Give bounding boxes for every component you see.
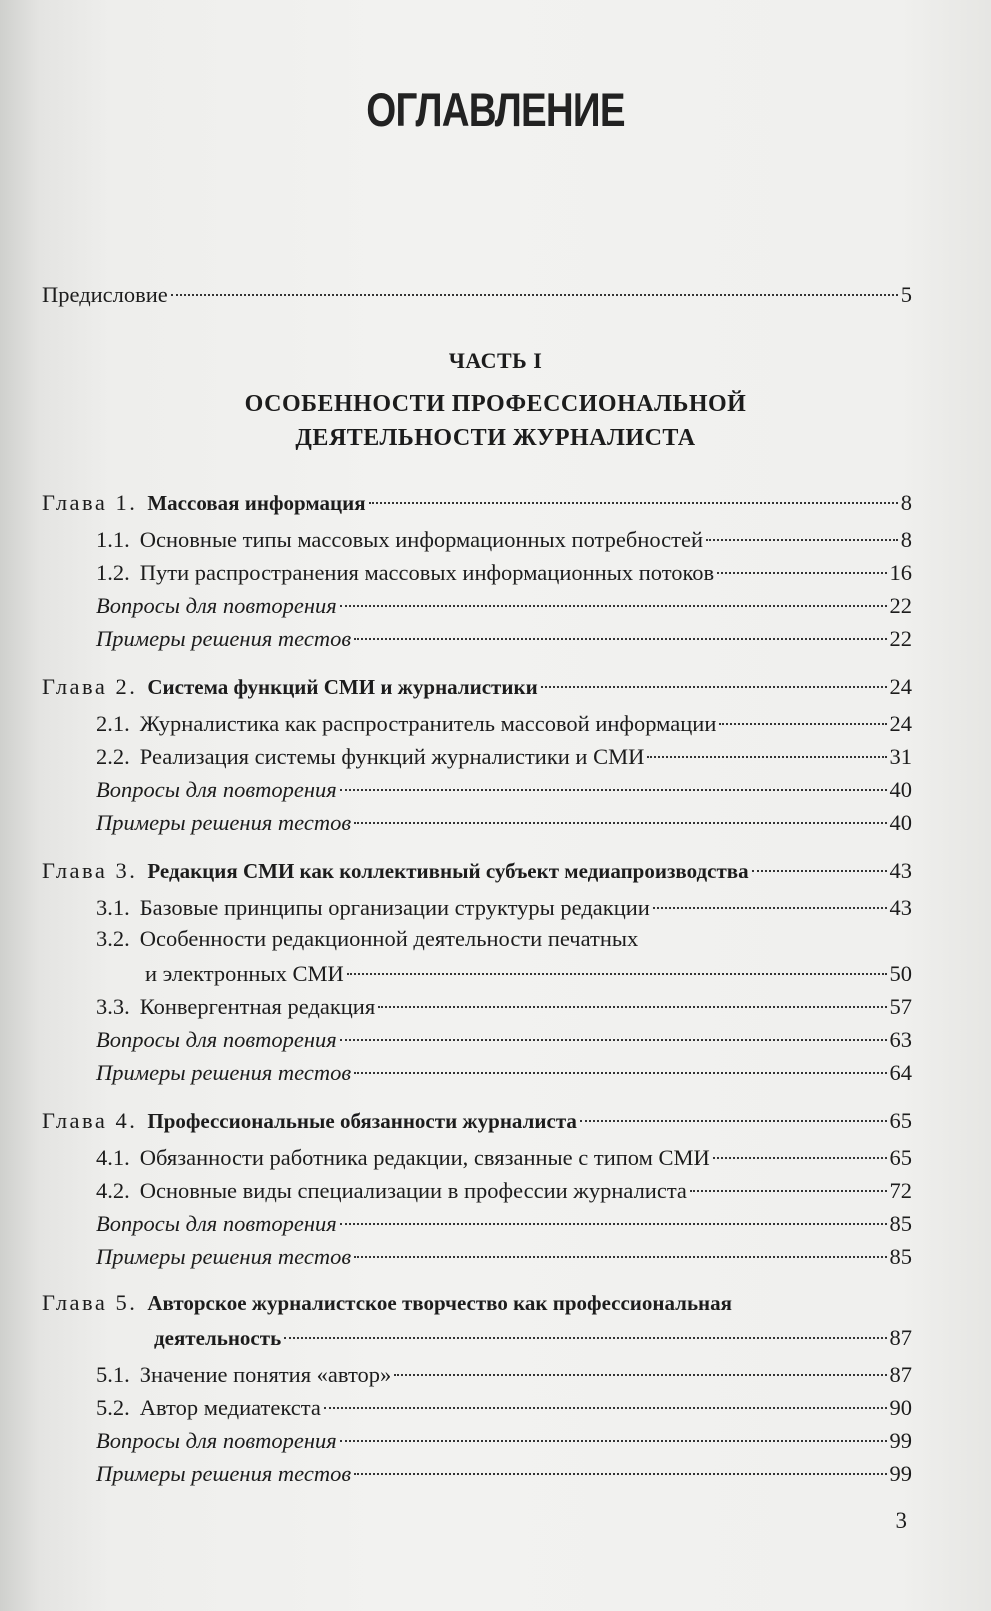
part-label: ЧАСТЬ I [448,348,543,373]
page-number-footer: 3 [895,1508,907,1533]
dot-leader [347,972,887,975]
dot-leader [354,1071,886,1074]
dot-leader [752,869,887,872]
toc-section-3-3[interactable] [42,992,912,1022]
toc-questions-5[interactable] [42,1426,912,1456]
section-title: Реализация системы функций журналистики и СМИ [139,744,645,769]
toc-section-3-2[interactable] [42,959,912,989]
toc-section-4-1[interactable] [42,1143,912,1173]
page-number: 99 [889,1428,912,1453]
questions-label: Вопросы для повторения [96,777,337,802]
chapter-label: Глава 3. [42,858,138,883]
chapter-title-line1: Авторское журналистское творчество как профессиональная [147,1291,733,1315]
section-number: 2.1. [96,711,130,736]
chapter-label: Глава 2. [42,674,138,699]
section-title: Журналистика как распространитель массовой информации [139,711,717,736]
page-number: 16 [889,560,912,585]
dot-leader [354,821,886,824]
toc-questions-1[interactable] [42,591,912,621]
dot-leader [171,293,898,296]
toc-tests-4[interactable] [42,1242,912,1272]
toc-chapter-1[interactable] [42,488,912,518]
dot-leader [719,722,886,725]
questions-label: Вопросы для повторения [96,1211,337,1236]
section-number: 3.1. [96,895,130,920]
tests-label: Примеры решения тестов [96,810,352,835]
section-title: и электронных СМИ [145,961,344,986]
section-number: 4.2. [96,1178,130,1203]
page-number: 87 [889,1325,912,1350]
page-number: 90 [889,1395,912,1420]
section-number: 5.1. [96,1362,130,1387]
section-number: 3.3. [96,994,130,1019]
page-number: 8 [900,527,912,552]
page-number: 57 [889,994,912,1019]
page-number: 85 [889,1244,912,1269]
questions-label: Вопросы для повторения [96,1428,337,1453]
dot-leader [690,1189,887,1192]
chapter-label: Глава 4. [42,1108,138,1133]
page-number: 24 [889,711,912,736]
toc-section-1-1[interactable] [42,525,912,555]
tests-label: Примеры решения тестов [96,626,352,651]
page-number: 72 [889,1178,912,1203]
section-title: Пути распространения массовых информационных потоков [139,560,715,585]
questions-label: Вопросы для повторения [96,593,337,618]
chapter-title: деятельность [154,1326,282,1350]
page-number: 63 [889,1027,912,1052]
toc-section-3-2-line1[interactable] [96,926,638,952]
dot-leader [354,1255,886,1258]
toc-tests-2[interactable] [42,808,912,838]
section-title: Конвергентная редакция [139,994,376,1019]
section-title: Значение понятия «автор» [139,1362,392,1387]
chapter-title: Система функций СМИ и журналистики [147,675,538,699]
page-number: 50 [889,961,912,986]
dot-leader [340,788,887,791]
section-title: Обязанности работника редакции, связанные с типом СМИ [139,1145,710,1170]
section-number: 4.1. [96,1145,130,1170]
page-number: 40 [889,777,912,802]
toc-chapter-5[interactable] [42,1323,912,1353]
page-number: 22 [889,626,912,651]
section-title: Автор медиатекста [139,1395,321,1420]
dot-leader [713,1156,887,1159]
page-number: 8 [900,490,912,515]
dot-leader [340,604,887,607]
tests-label: Примеры решения тестов [96,1244,352,1269]
toc-chapter-2[interactable] [42,672,912,702]
dot-leader [354,637,886,640]
dot-leader [653,906,887,909]
section-number: 2.2. [96,744,130,769]
chapter-label: Глава 1. [42,490,138,515]
section-number: 1.2. [96,560,130,585]
toc-section-2-2[interactable] [42,742,912,772]
section-number: 5.2. [96,1395,130,1420]
toc-chapter-5-line1[interactable] [42,1290,732,1316]
toc-questions-4[interactable] [42,1209,912,1239]
toc-chapter-3[interactable] [42,856,912,886]
dot-leader [369,501,898,504]
dot-leader [706,538,898,541]
page-number: 31 [889,744,912,769]
section-number: 1.1. [96,527,130,552]
dot-leader [340,1439,887,1442]
toc-chapter-4[interactable] [42,1106,912,1136]
page-number: 87 [889,1362,912,1387]
tests-label: Примеры решения тестов [96,1060,352,1085]
tests-label: Примеры решения тестов [96,1461,352,1486]
dot-leader [324,1406,887,1409]
toc-tests-3[interactable] [42,1058,912,1088]
entry-title: Предисловие [42,282,168,307]
dot-leader [541,685,887,688]
dot-leader [394,1373,886,1376]
chapter-label: Глава 5. [42,1290,138,1315]
page-number: 40 [889,810,912,835]
page-number: 64 [889,1060,912,1085]
toc-tests-5[interactable] [42,1459,912,1489]
page-number: 43 [889,895,912,920]
section-number: 3.2. [96,926,130,951]
dot-leader [354,1472,886,1475]
dot-leader [378,1005,886,1008]
toc-section-4-2[interactable] [42,1176,912,1206]
section-title: Базовые принципы организации структуры редакции [139,895,650,920]
questions-label: Вопросы для повторения [96,1027,337,1052]
toc-tests-1[interactable] [42,624,912,654]
dot-leader [647,755,886,758]
toc-questions-2[interactable] [42,775,912,805]
part-title-line1: ОСОБЕННОСТИ ПРОФЕССИОНАЛЬНОЙ [244,391,747,417]
dot-leader [580,1119,887,1122]
page-number: 85 [889,1211,912,1236]
section-title-line1: Особенности редакционной деятельности печатных [139,926,639,951]
page-number: 65 [889,1108,912,1133]
chapter-title: Массовая информация [147,491,366,515]
toc-entry-preface[interactable] [42,280,912,310]
toc-section-5-1[interactable] [42,1360,912,1390]
page-number: 43 [889,858,912,883]
toc-section-1-2[interactable] [42,558,912,588]
chapter-title: Профессиональные обязанности журналиста [147,1109,577,1133]
dot-leader [340,1038,887,1041]
dot-leader [284,1336,886,1339]
chapter-title: Редакция СМИ как коллективный субъект медиапроизводства [147,859,749,883]
toc-section-2-1[interactable] [42,709,912,739]
page-number: 5 [900,282,912,307]
page-title: ОГЛАВЛЕНИЕ [366,83,625,136]
part-title-line2: ДЕЯТЕЛЬНОСТИ ЖУРНАЛИСТА [295,425,696,451]
section-title: Основные виды специализации в профессии журналиста [139,1178,687,1203]
toc-section-5-2[interactable] [42,1393,912,1423]
page-number: 24 [889,674,912,699]
section-title: Основные типы массовых информационных потребностей [139,527,704,552]
page-number: 99 [889,1461,912,1486]
dot-leader [717,571,886,574]
page-number: 22 [889,593,912,618]
toc-questions-3[interactable] [42,1025,912,1055]
page-number: 65 [889,1145,912,1170]
dot-leader [340,1222,887,1225]
toc-section-3-1[interactable] [42,893,912,923]
